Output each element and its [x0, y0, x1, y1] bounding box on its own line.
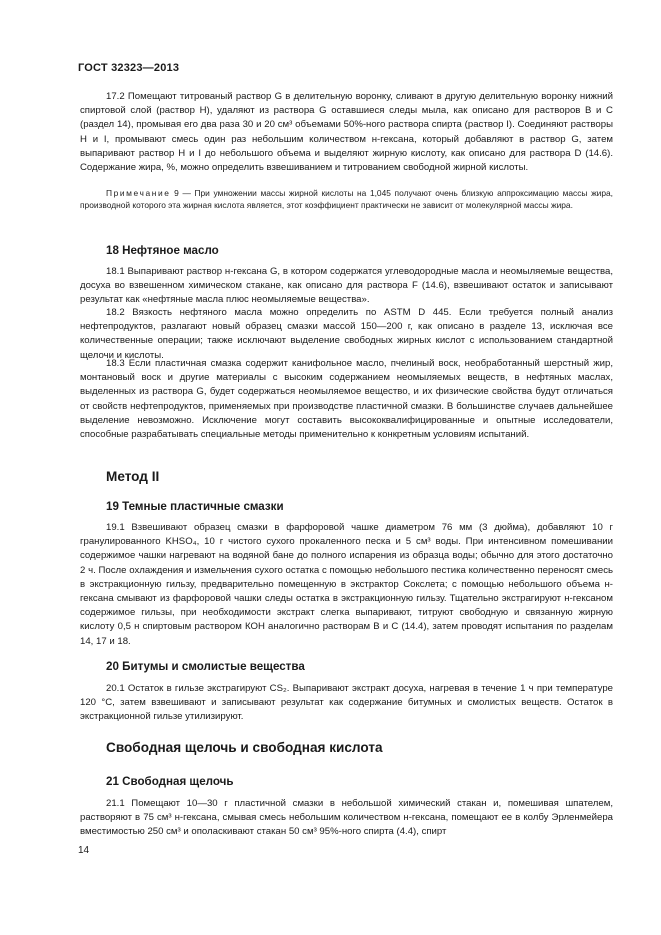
standard-header: ГОСТ 32323—2013	[78, 62, 180, 74]
note-label: Примечание	[106, 188, 171, 198]
paragraph-18-2: 18.2 Вязкость нефтяного масла можно определить по ASTM D 445. Если требуется полный анализ нефтепродуктов, разлагают новый образец смазки массой 150—200 г, как описано в разделе 13, исключая все количественные операции; также исключают выделение свободных жирных кислот с использованием стандартной щелочи и кислоты.	[80, 307, 613, 361]
section-19-heading: 19 Темные пластичные смазки	[106, 500, 284, 513]
paragraph-18-3: 18.3 Если пластичная смазка содержит канифольное масло, пчелиный воск, необработанный шерстный жир, монтановый воск и другие материалы с высоким содержанием неомыляемых веществ, в нефтяных маслах, выделенных из раствора G, будет содержаться неомыляемое вещество, и их физические свойства будут отличаться от свойств нефтепродуктов, применяемых при производстве пластичной смазки. В большинстве случаев дальнейшее выделение невозможно. Исключение могут составить высококвалифицированные и опытные исследователи, способные разрабатывать специальные методы применительно к конкретным условиям испытаний.	[80, 358, 613, 441]
section-20-heading: 20 Битумы и смолистые вещества	[106, 660, 305, 673]
section-21-heading: 21 Свободная щелочь	[106, 775, 234, 788]
note-9	[80, 187, 613, 212]
section-18-heading: 18 Нефтяное масло	[106, 244, 219, 257]
method-2-heading: Метод II	[106, 469, 160, 484]
free-alkali-acid-heading: Свободная щелочь и свободная кислота	[106, 740, 383, 755]
paragraph-17-2: 17.2 Помещают титрованый раствор G в делительную воронку, сливают в другую делительную воронку нижний спиртовой слой (раствор H), удаляют из раствора G оставшиеся следы мыла, как описано для растворов В и С (раздел 14), промывая его два раза 30 и 20 см³ объемами 50%-ного раствора спирта (раствор I). Соединяют растворы Н и I, промывают смесь один раз небольшим количеством н-гексана, который добавляют в раствор G, затем выпаривают раствор Н и I до небольшого объема и выделяют жирную кислоту, как описано для раствора D (14.6). Содержание жира, %, можно определить взвешиванием и титрованием свободной жирной кислоты.	[80, 91, 613, 174]
paragraph-20-1: 20.1 Остаток в гильзе экстрагируют CS₂. Выпаривают экстракт досуха, нагревая в течение 1 ч при температуре 120 °С, затем взвешивают и записывают результат как содержание битумных и смолистых веществ. Остаток в экстракционной гильзе утилизируют.	[80, 683, 613, 723]
paragraph-19-1: 19.1 Взвешивают образец смазки в фарфоровой чашке диаметром 76 мм (3 дюйма), добавляют 10 г гранулированного KHSO₄, 10 г чистого сухого прокаленного песка и 5 см³ воды. При интенсивном помешивании содержимое чашки нагревают на водяной бане до полного испарения из образца воды; обычно для этого достаточно 2 ч. После охлаждения и измельчения сухого остатка с помощью небольшого пестика количественно переносят смесь в экстракционную гильзу, предварительно помещенную в экстрактор Сокслета; с помощью небольшого объема н-гексана смывают из фарфоровой чашки следы остатка в экстракционную гильзу. Тщательно экстрагируют н-гексаном содержимое гильзы, при необходимости экстракт слегка выпаривают, титруют свободную и связанную жирную кислоту 0,5 н спиртовым раствором КОН аналогично растворам В и С (14.4), затем проводят испытания по разделам 14, 17 и 18.	[80, 522, 613, 647]
note-text: 9 — При умножении массы жирной кислоты на 1,045 получают очень близкую аппроксимацию массы жира, производной которого эта жирная кислота является, этот коэффициент практически не зависит от молекулярной массы жира.	[80, 188, 614, 211]
paragraph-18-1: 18.1 Выпаривают раствор н-гексана G, в котором содержатся углеводородные масла и неомыляемые вещества, досуха во взвешенном химическом стакане, как описано для раствора F (14.6), взвешивают остаток и записывают результат как «нефтяные масла плюс неомыляемые вещества».	[80, 266, 613, 306]
paragraph-21-1: 21.1 Помещают 10—30 г пластичной смазки в небольшой химический стакан и, помешивая шпателем, растворяют в 75 см³ н-гексана, смывая смесь небольшим количеством н-гексана, помещают ее в колбу Эрленмейера вместимостью 250 см³ и ополаскивают стакан 50 см³ 95%-ного спирта (4.4), спирт	[80, 798, 613, 838]
page-number: 14	[78, 845, 90, 856]
